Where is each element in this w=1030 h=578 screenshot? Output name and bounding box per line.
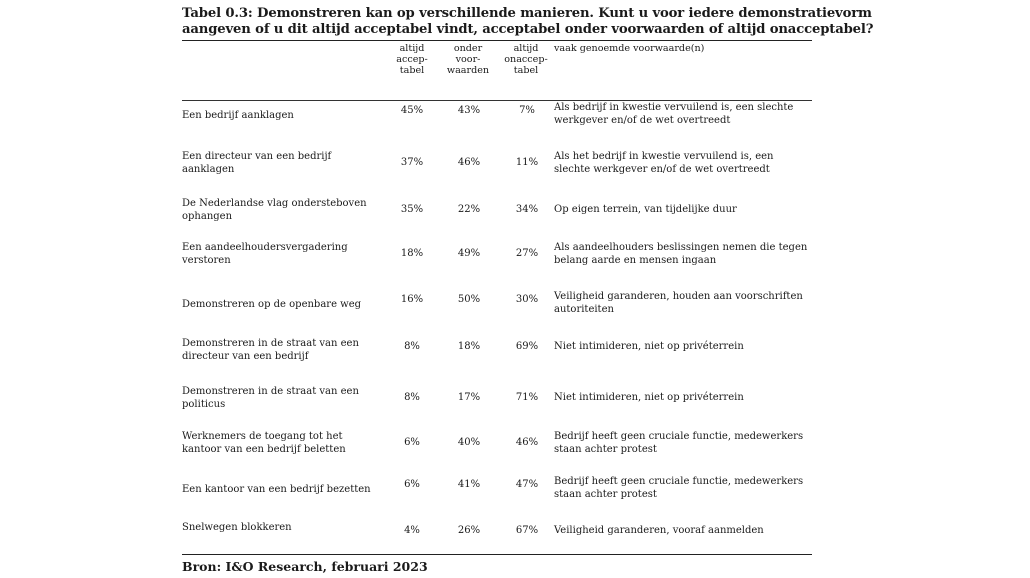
header-unacceptable: altijd onaccep- tabel bbox=[504, 43, 548, 76]
value-conditional: 18% bbox=[457, 341, 481, 352]
row-label: Demonstreren in de straat van een politicus bbox=[182, 386, 359, 410]
row-label: Demonstreren op de openbare weg bbox=[182, 299, 362, 310]
table-header bbox=[182, 41, 812, 101]
value-acceptable: 8% bbox=[404, 392, 420, 403]
header-conditional: onder voor- waarden bbox=[446, 43, 490, 76]
value-unacceptable: 11% bbox=[515, 157, 539, 168]
value-acceptable: 35% bbox=[400, 204, 424, 215]
value-conditional: 50% bbox=[457, 294, 481, 305]
value-conditional: 26% bbox=[457, 525, 481, 536]
value-unacceptable: 67% bbox=[515, 525, 539, 536]
value-acceptable: 37% bbox=[400, 157, 424, 168]
header-acceptable: altijd accep- tabel bbox=[396, 43, 428, 76]
title-line-1: Tabel 0.3: Demonstreren kan op verschillende manieren. Kunt u voor iedere demonstratievorm bbox=[182, 6, 872, 21]
value-unacceptable: 69% bbox=[515, 341, 539, 352]
value-acceptable: 6% bbox=[404, 479, 420, 490]
bottom-rule bbox=[182, 554, 812, 555]
value-unacceptable: 34% bbox=[515, 204, 539, 215]
row-conditions: Als bedrijf in kwestie vervuilend is, een slechte werkgever en/of de wet overtreedt bbox=[554, 102, 794, 126]
value-acceptable: 18% bbox=[400, 248, 424, 259]
value-unacceptable: 7% bbox=[519, 105, 535, 116]
value-conditional: 40% bbox=[457, 437, 481, 448]
row-label: Snelwegen blokkeren bbox=[182, 522, 292, 533]
row-conditions: Als het bedrijf in kwestie vervuilend is, een slechte werkgever en/of de wet overtreedt bbox=[554, 151, 774, 175]
header-conditions: vaak genoemde voorwaarde(n) bbox=[554, 43, 705, 54]
value-unacceptable: 47% bbox=[515, 479, 539, 490]
value-conditional: 43% bbox=[457, 105, 481, 116]
row-label: Demonstreren in de straat van een directeur van een bedrijf bbox=[182, 338, 359, 362]
value-conditional: 46% bbox=[457, 157, 481, 168]
row-conditions: Bedrijf heeft geen cruciale functie, medewerkers staan achter protest bbox=[554, 476, 804, 500]
row-label: Een kantoor van een bedrijf bezetten bbox=[182, 484, 371, 495]
value-conditional: 22% bbox=[457, 204, 481, 215]
row-label: Een bedrijf aanklagen bbox=[182, 110, 294, 121]
table-title bbox=[182, 6, 874, 38]
table-document bbox=[182, 6, 874, 574]
row-label: Een aandeelhoudersvergadering verstoren bbox=[182, 242, 348, 266]
value-conditional: 41% bbox=[457, 479, 481, 490]
value-acceptable: 45% bbox=[400, 105, 424, 116]
title-line-2: aangeven of u dit altijd acceptabel vindt, acceptabel onder voorwaarden of altijd onacceptabel? bbox=[182, 22, 874, 37]
value-acceptable: 8% bbox=[404, 341, 420, 352]
value-unacceptable: 30% bbox=[515, 294, 539, 305]
row-label: Werknemers de toegang tot het kantoor van een bedrijf beletten bbox=[182, 431, 346, 455]
row-conditions: Niet intimideren, niet op privéterrein bbox=[554, 392, 744, 403]
value-conditional: 17% bbox=[457, 392, 481, 403]
row-conditions: Niet intimideren, niet op privéterrein bbox=[554, 341, 744, 352]
row-conditions: Op eigen terrein, van tijdelijke duur bbox=[554, 204, 737, 215]
value-unacceptable: 46% bbox=[515, 437, 539, 448]
value-acceptable: 4% bbox=[404, 525, 420, 536]
value-unacceptable: 27% bbox=[515, 248, 539, 259]
row-label: Een directeur van een bedrijf aanklagen bbox=[182, 151, 332, 175]
row-conditions: Bedrijf heeft geen cruciale functie, medewerkers staan achter protest bbox=[554, 431, 804, 455]
value-unacceptable: 71% bbox=[515, 392, 539, 403]
row-label: De Nederlandse vlag ondersteboven ophangen bbox=[182, 198, 367, 222]
source-note: Bron: I&O Research, februari 2023 bbox=[182, 559, 428, 574]
value-conditional: 49% bbox=[457, 248, 481, 259]
row-conditions: Veiligheid garanderen, houden aan voorschriften autoriteiten bbox=[554, 291, 803, 315]
value-acceptable: 16% bbox=[400, 294, 424, 305]
row-conditions: Als aandeelhouders beslissingen nemen die tegen belang aarde en mensen ingaan bbox=[554, 242, 808, 266]
row-conditions: Veiligheid garanderen, vooraf aanmelden bbox=[554, 525, 764, 536]
value-acceptable: 6% bbox=[404, 437, 420, 448]
